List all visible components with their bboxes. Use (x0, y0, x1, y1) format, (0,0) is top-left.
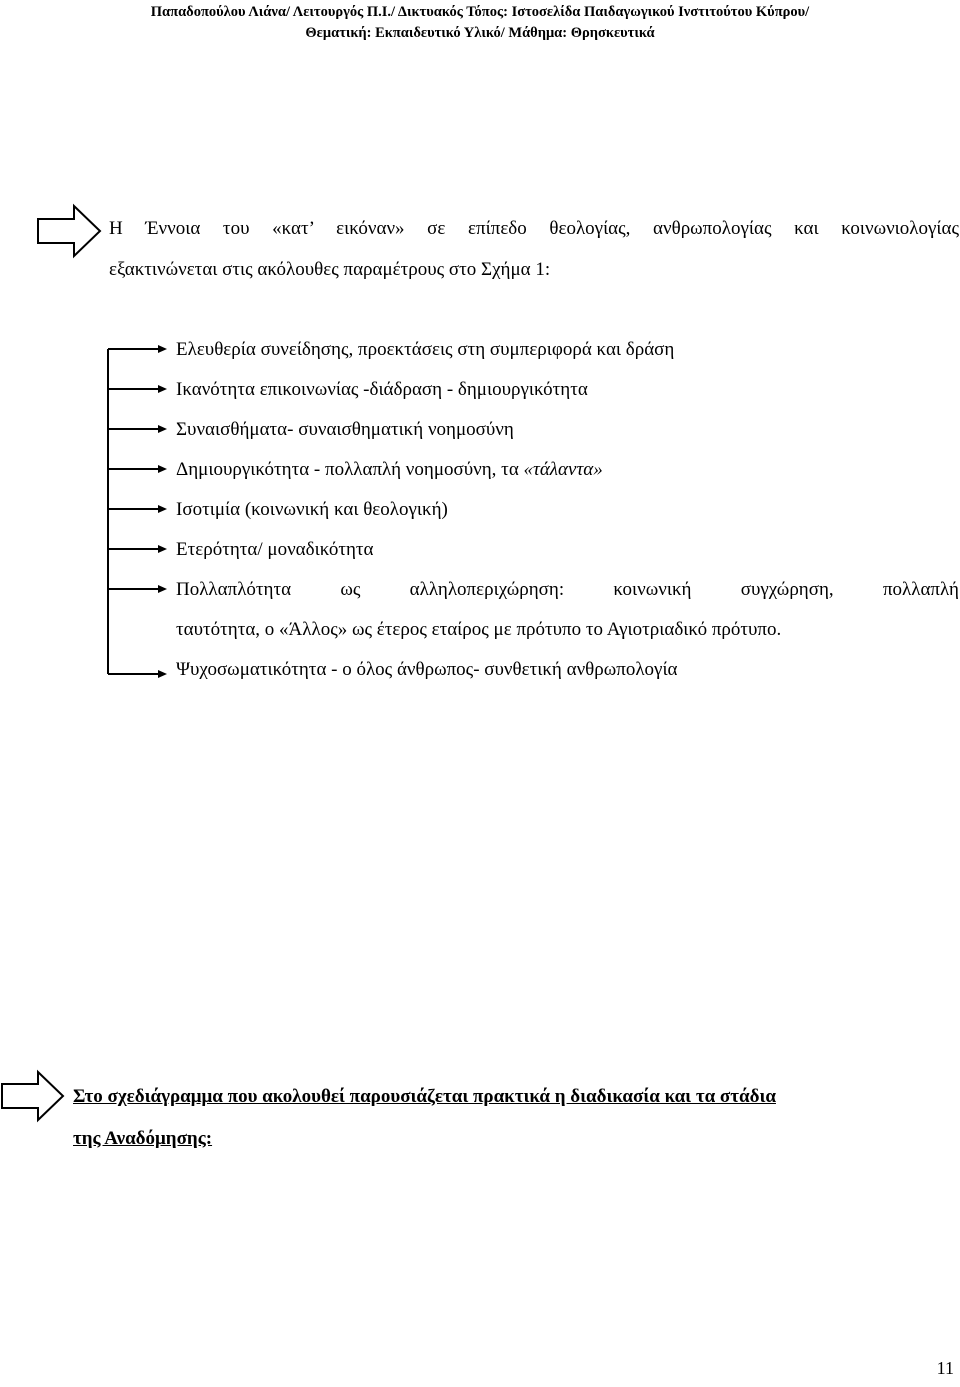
list-item-line-1: Πολλαπλότητα ως αλληλοπεριχώρηση: κοινωνική συγχώρηση, πολλαπλή (176, 579, 959, 600)
list-item-line-2: ταυτότητα, ο «Άλλος» ως έτερος εταίρος με πρότυπο το Αγιοτριαδικό πρότυπο. (176, 619, 782, 640)
list-item: Ελευθερία συνείδησης, προεκτάσεις στη συμπεριφορά και δράση (176, 339, 675, 360)
list-item: Συναισθήματα- συναισθηματική νοημοσύνη (176, 419, 514, 440)
page-number: 11 (936, 1358, 954, 1378)
intro-line-2: εξακτινώνεται στις ακόλουθες παραμέτρους στο Σχήμα 1: (109, 259, 551, 280)
closing-line-1: Στο σχεδιάγραμμα που ακολουθεί παρουσιάζεται πρακτικά η διαδικασία και τα στάδια (73, 1086, 776, 1107)
list-item: Ισοτιμία (κοινωνική και θεολογική) (176, 499, 448, 520)
closing-statement (73, 1076, 933, 1160)
intro-line-1: Η Έννοια του «κατ’ εικόναν» σε επίπεδο θεολογίας, ανθρωπολογίας και κοινωνιολογίας (109, 218, 959, 239)
list-item: Ετερότητα/ μοναδικότητα (176, 539, 374, 560)
list-item-italic: «τάλαντα» (523, 459, 603, 480)
list-item: Ψυχοσωματικότητα - ο όλος άνθρωπος- συνθετική ανθρωπολογία (176, 659, 678, 680)
intro-paragraph (109, 208, 959, 290)
closing-line-2: της Αναδόμησης: (73, 1128, 213, 1149)
header-line-1: Παπαδοπούλου Λιάνα/ Λειτουργός Π.Ι./ Δικτυακός Τόπος: Ιστοσελίδα Παιδαγωγικού Ινστιτούτου Κύπρου/ (150, 4, 810, 20)
list-item-text: Δημιουργικότητα - πολλαπλή νοημοσύνη, τα (176, 459, 524, 480)
block-arrow-right-icon (2, 1072, 63, 1120)
list-item (176, 450, 603, 490)
block-arrow-right-icon (38, 206, 100, 256)
header-line-2: Θεματική: Εκπαιδευτικό Υλικό/ Μάθημα: Θρησκευτικά (305, 25, 655, 41)
bracket-arrow-icon (108, 345, 167, 678)
list-item-multiline (176, 570, 959, 650)
list-item: Ικανότητα επικοινωνίας -διάδραση - δημιουργικότητα (176, 379, 588, 400)
